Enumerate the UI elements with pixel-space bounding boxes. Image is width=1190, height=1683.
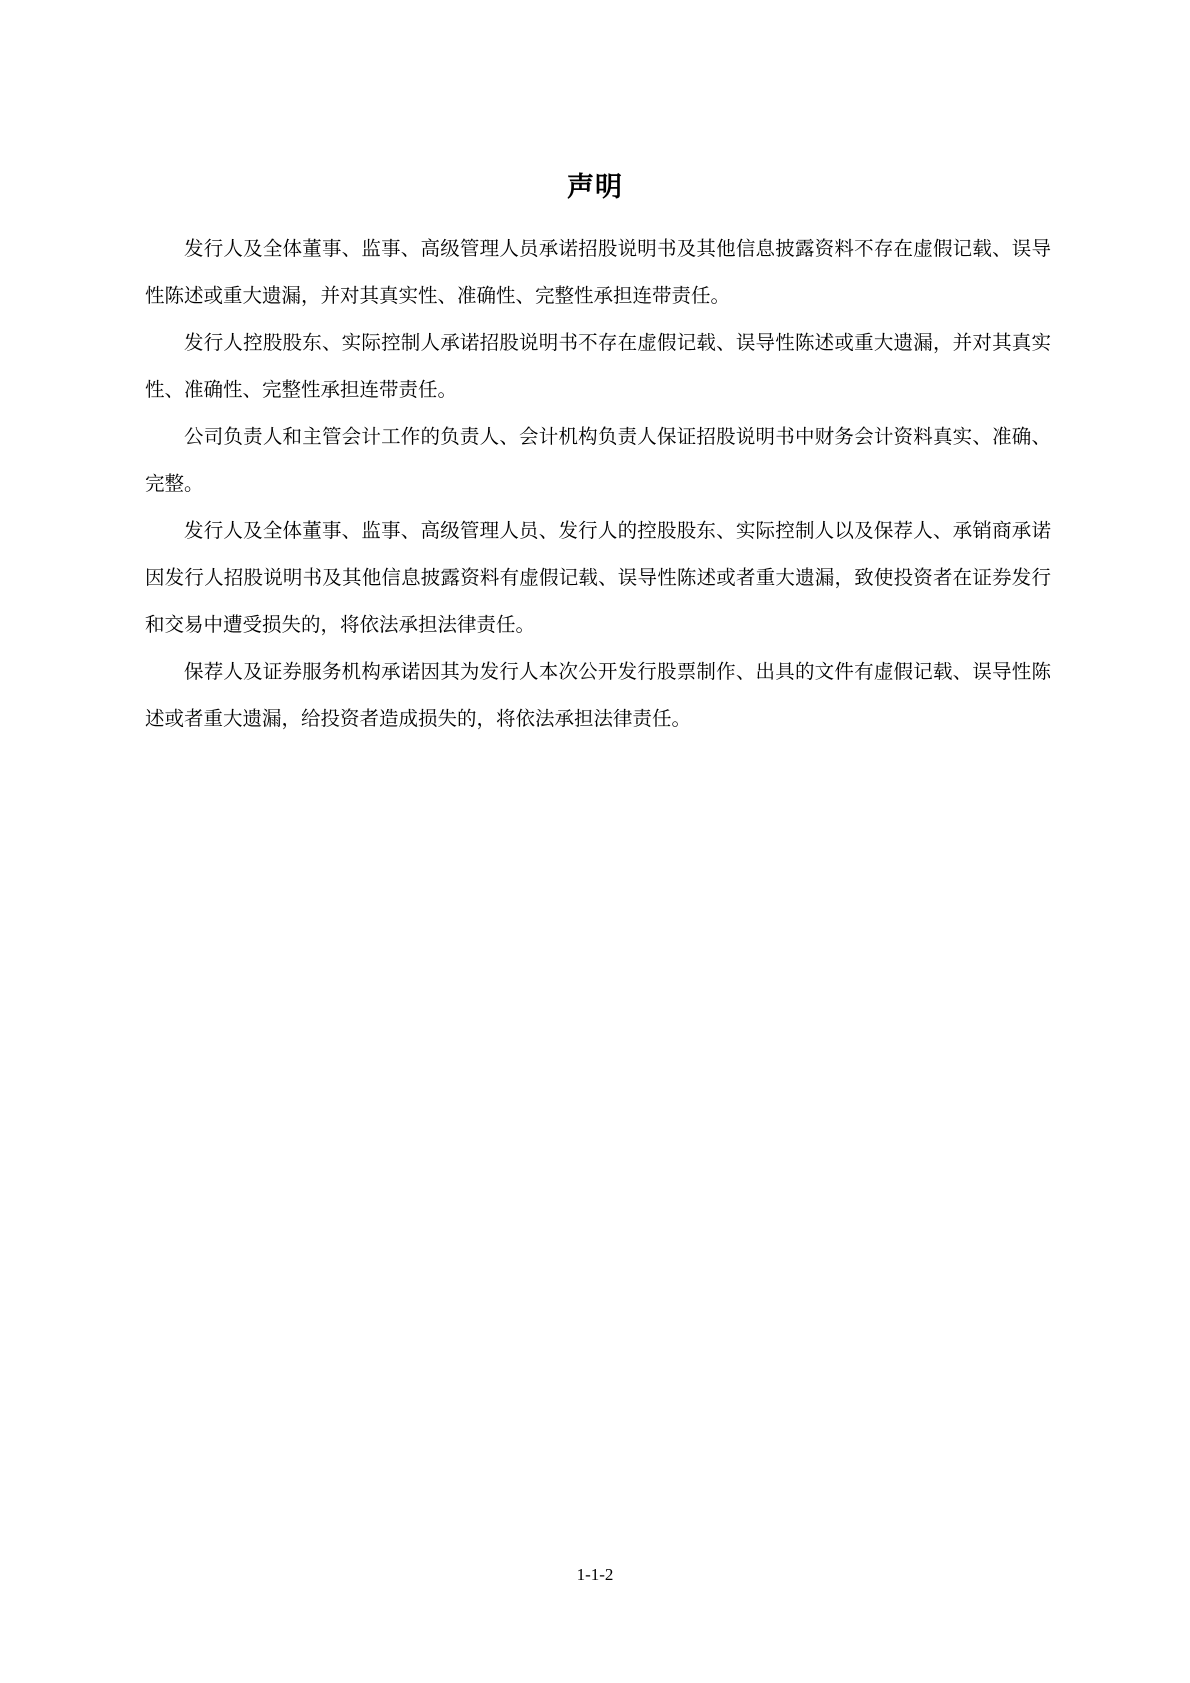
- page-title: 声明: [567, 172, 623, 203]
- paragraph-2: 发行人控股股东、实际控制人承诺招股说明书不存在虚假记载、误导性陈述或重大遗漏，并对其真实性、准确性、完整性承担连带责任。: [145, 331, 1051, 401]
- page-number: 1-1-2: [576, 1565, 614, 1584]
- paragraph-1: 发行人及全体董事、监事、高级管理人员承诺招股说明书及其他信息披露资料不存在虚假记载、误导性陈述或重大遗漏，并对其真实性、准确性、完整性承担连带责任。: [145, 237, 1051, 307]
- paragraph-5: 保荐人及证券服务机构承诺因其为发行人本次公开发行股票制作、出具的文件有虚假记载、误导性陈述或者重大遗漏，给投资者造成损失的，将依法承担法律责任。: [145, 660, 1051, 730]
- paragraph-4: 发行人及全体董事、监事、高级管理人员、发行人的控股股东、实际控制人以及保荐人、承销商承诺因发行人招股说明书及其他信息披露资料有虚假记载、误导性陈述或者重大遗漏，致使投资者在证券发行和交易中遭受损失的，将依法承担法律责任。: [145, 519, 1051, 636]
- declaration-body: [145, 225, 1051, 742]
- paragraph-3: 公司负责人和主管会计工作的负责人、会计机构负责人保证招股说明书中财务会计资料真实、准确、完整。: [145, 425, 1051, 495]
